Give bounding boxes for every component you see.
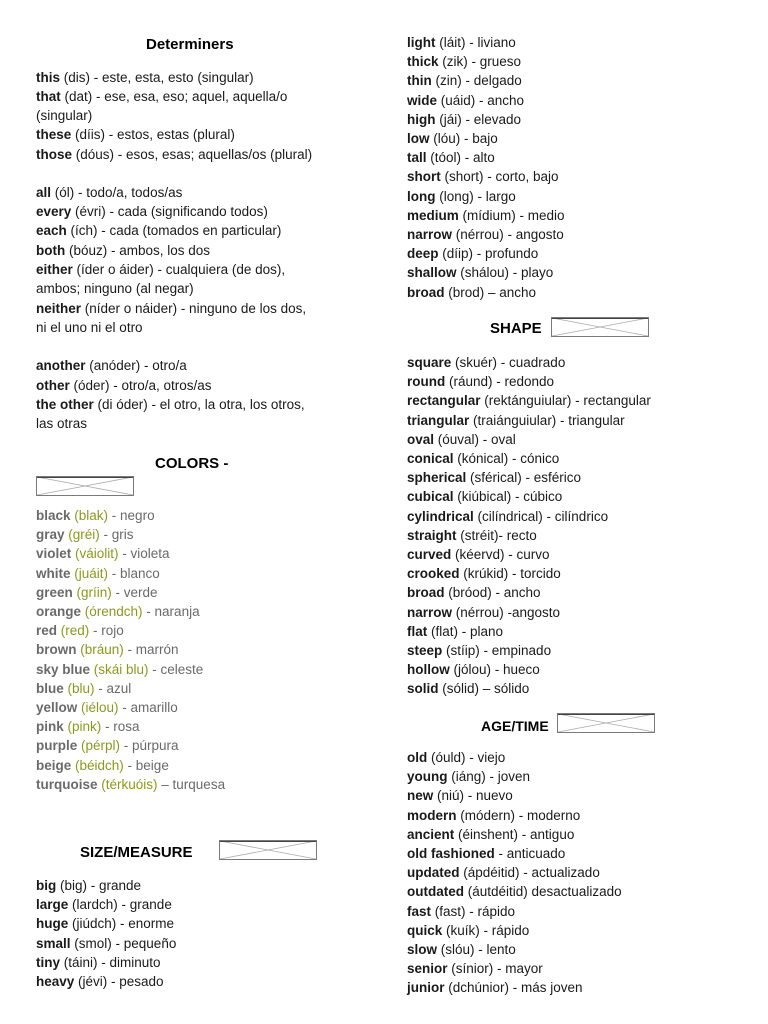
entry-line [36,876,141,895]
entry-text: (jévi) - pesado [74,974,164,989]
entry-line [36,241,210,260]
entry-text: (jólou) - hueco [449,662,540,678]
entry-text: (brod) – ancho [444,284,537,300]
entry-text: (níder o náider) - ninguno de los dos, [81,301,307,316]
entry-word: curved [407,547,452,562]
color-word: beige [36,757,72,773]
determiners-heading: Determiners [146,36,234,53]
entry-word: high [407,111,436,127]
entry-line [407,148,495,167]
color-entry [36,525,134,544]
entry-word: solid [407,681,439,697]
color-word: sky blue [36,661,91,677]
entry-word: tall [407,150,427,166]
entry-line [407,507,608,526]
entry-word: new [407,788,434,804]
entry-word: big [36,878,57,893]
color-word: turquoise [36,776,98,792]
color-translation: - púrpura [120,738,179,754]
color-entry [36,736,179,755]
entry-word: that [36,89,61,104]
color-translation: - beige [123,757,169,773]
entry-word: either [36,262,73,277]
entry-word: round [407,374,446,390]
entry-word: quick [407,922,443,938]
entry-line [36,87,287,106]
entry-line [407,283,536,302]
entry-line [407,110,521,129]
entry-word: light [407,35,436,50]
color-pronunciation: (iélou) [77,700,119,715]
entry-word: wide [407,92,438,108]
entry-line [407,353,565,372]
entry-line [407,863,600,882]
entry-text: (jái) - elevado [435,111,522,127]
color-translation: - celeste [148,661,204,677]
entry-line [407,167,559,186]
entry-text: (cilíndrical) - cilíndrico [473,508,609,524]
shape-heading: SHAPE [490,320,542,337]
entry-text: (stréit)- recto [456,527,537,543]
entry-line [407,391,651,410]
entry-text: (mídium) - medio [458,207,565,223]
entry-text: ni el uno ni el otro [36,320,143,335]
entry-word: short [407,169,441,185]
entry-word: slow [407,942,438,957]
color-entry [36,621,124,640]
entry-line [36,934,176,953]
entry-line [407,902,515,921]
colors-heading: COLORS - [155,455,229,472]
entry-word: oval [407,431,435,447]
entry-text: (lardch) - grande [68,897,172,913]
entry-line [36,972,164,991]
color-entry [36,679,131,698]
entry-word: huge [36,916,69,932]
entry-word: rectangular [407,393,481,409]
entry-text: (ól) - todo/a, todos/as [51,185,183,200]
entry-line [407,468,581,487]
entry-text: (dis) - este, esta, esto (singular) [60,70,254,85]
color-entry [36,544,170,563]
entry-line [36,183,182,202]
entry-text: (kónical) - cónico [453,451,560,466]
entry-text: (zik) - grueso [438,54,522,70]
entry-text: (sólid) – sólido [438,681,530,697]
color-entry [36,775,225,794]
entry-line [36,145,312,164]
color-word: blue [36,680,64,696]
color-translation: – turquesa [157,776,226,792]
color-translation: - azul [94,680,132,696]
color-pronunciation: (béidch) [71,757,124,773]
entry-line [36,106,92,125]
entry-word: other [36,378,70,393]
entry-word: these [36,127,72,142]
entry-text: (nérrou) -angosto [452,604,561,620]
entry-text: (módern) - moderno [456,807,581,823]
entry-word: medium [407,207,459,223]
entry-text: (flat) - plano [427,623,504,639]
color-word: yellow [36,700,78,715]
entry-word: this [36,70,61,85]
color-translation: - violeta [118,546,170,562]
entry-word: straight [407,527,457,543]
entry-text: (tóol) - alto [426,150,495,166]
entry-text: (ích) - cada (tomados en particular) [66,223,282,238]
entry-line [407,806,580,825]
color-pronunciation: (váiolit) [71,546,119,562]
entry-line [36,318,143,337]
color-word: green [36,584,73,600]
entry-line [407,411,625,430]
color-entry [36,506,155,525]
entry-line [407,52,521,71]
entry-line [407,978,583,997]
entry-text: (uáid) - ancho [437,92,525,108]
entry-line [36,221,281,240]
entry-line [407,959,543,978]
color-translation: - naranja [142,604,200,619]
entry-text: (dat) - ese, esa, eso; aquel, aquella/o [60,89,288,104]
color-translation: - verde [111,584,158,600]
color-translation: - amarillo [118,700,178,715]
color-entry [36,583,158,602]
entry-text: (kuík) - rápido [442,922,530,938]
entry-word: all [36,185,52,200]
entry-text: (íder o áider) - cualquiera (de dos), [72,262,286,277]
entry-text: (krúkid) - torcido [459,566,561,582]
entry-line [407,921,529,940]
entry-line [36,376,212,395]
color-word: purple [36,738,78,754]
entry-word: young [407,769,448,785]
color-entry [36,698,178,717]
entry-text: (ápdéitid) - actualizado [459,865,600,881]
entry-text: (traiánguiular) - triangular [469,412,625,428]
image-placeholder-shape [551,317,649,337]
entry-text: (éinshent) - antiguo [454,826,575,842]
entry-text: (óuld) - viejo [427,750,506,765]
entry-word: cubical [407,489,454,505]
entry-word: thin [407,73,432,89]
entry-word: thick [407,54,439,70]
entry-line [407,603,560,622]
entry-word: crooked [407,566,460,582]
color-word: pink [36,719,64,735]
entry-line [407,71,522,90]
entry-line [407,206,565,225]
entry-text: (fast) - rápido [431,903,516,919]
entry-line [36,395,305,414]
color-pronunciation: (blak) [70,508,109,523]
entry-text: ambos; ninguno (al negar) [36,281,194,296]
color-word: black [36,508,71,523]
entry-text: (slóu) - lento [437,942,516,957]
entry-word: flat [407,623,428,639]
entry-text: (bóuz) - ambos, los dos [65,243,211,258]
entry-word: low [407,131,430,146]
entry-text: (díip) - profundo [438,246,539,262]
entry-word: modern [407,807,457,823]
entry-line [407,91,524,110]
entry-text: (jiúdch) - enorme [68,916,175,932]
entry-text: (niú) - nuevo [433,788,513,804]
entry-text: (évri) - cada (significando todos) [71,204,268,219]
color-entry [36,660,203,679]
color-word: white [36,565,71,581]
entry-line [36,414,87,433]
entry-word: every [36,204,72,219]
entry-line [36,68,254,87]
color-entry [36,756,169,775]
entry-word: conical [407,451,454,466]
entry-line [407,129,498,148]
entry-word: heavy [36,974,75,989]
entry-text: (rektánguiular) - rectangular [480,393,651,409]
entry-word: spherical [407,470,467,486]
entry-line [407,786,513,805]
size-heading: SIZE/MEASURE [80,844,193,861]
color-word: brown [36,642,77,658]
entry-word: broad [407,585,445,601]
image-placeholder-colors [36,476,134,496]
entry-word: cylindrical [407,508,474,524]
entry-word: shallow [407,265,457,281]
image-placeholder-age [557,713,655,733]
entry-word: both [36,243,66,258]
entry-text: (skuér) - cuadrado [451,355,566,370]
entry-word: each [36,223,67,238]
entry-line [407,583,541,602]
entry-line [407,33,516,52]
entry-line [407,526,537,545]
entry-line [407,767,530,786]
entry-text: las otras [36,416,88,431]
entry-text: (singular) [36,108,93,123]
entry-word: hollow [407,662,450,678]
entry-text: (anóder) - otro/a [85,358,187,373]
entry-text: (shálou) - playo [456,265,554,281]
entry-line [407,545,550,564]
color-translation: - rosa [101,719,140,735]
color-word: gray [36,527,65,543]
entry-line [407,660,540,679]
entry-text: (stíip) - empinado [442,643,552,658]
entry-line [36,356,187,375]
color-pronunciation: (juáit) [70,565,109,581]
entry-line [407,882,622,901]
entry-text: (dchúnior) - más joven [444,980,583,996]
entry-text: (áutdéitid) desactualizado [464,884,622,900]
entry-line [36,260,285,279]
color-pronunciation: (gríin) [72,584,112,600]
color-pronunciation: (blu) [63,680,95,696]
entry-word: senior [407,961,448,977]
entry-line [407,187,516,206]
entry-line [407,641,551,660]
entry-text: (kiúbical) - cúbico [453,489,563,505]
entry-line [407,487,562,506]
color-translation: - negro [108,508,155,523]
entry-text: (kéervd) - curvo [451,547,550,562]
entry-word: those [36,147,73,162]
entry-text: (láit) - liviano [435,35,516,50]
entry-line [36,202,268,221]
color-entry [36,717,140,736]
entry-line [407,622,503,641]
age-heading: AGE/TIME [481,718,549,734]
entry-text: (táini) - diminuto [60,954,161,970]
entry-text: (iáng) - joven [447,769,531,785]
entry-word: old fashioned [407,846,495,861]
entry-word: another [36,358,86,373]
color-entry [36,602,200,621]
entry-word: updated [407,865,460,881]
entry-word: tiny [36,954,61,970]
entry-line [407,825,574,844]
entry-text: (nérrou) - angosto [452,227,564,242]
entry-word: long [407,188,436,204]
color-translation: - gris [99,527,134,543]
color-entry [36,640,179,659]
color-entry [36,564,160,583]
color-pronunciation: (pink) [63,719,102,735]
entry-text: (zin) - delgado [431,73,522,89]
entry-text: (long) - largo [435,188,516,204]
entry-text: (dóus) - esos, esas; aquellas/os (plural) [72,147,313,162]
entry-text: (short) - corto, bajo [440,169,559,185]
entry-word: narrow [407,227,453,242]
entry-text: (óuval) - oval [434,431,516,447]
entry-text: (díis) - estos, estas (plural) [71,127,235,142]
entry-text: (di óder) - el otro, la otra, los otros, [93,397,305,412]
entry-line [407,940,516,959]
entry-line [407,244,538,263]
entry-line [407,372,554,391]
entry-text: (ráund) - redondo [445,374,555,390]
entry-word: junior [407,980,445,996]
color-pronunciation: (térkuóis) [97,776,158,792]
entry-line [407,225,564,244]
image-placeholder-size [219,840,317,860]
entry-word: ancient [407,826,455,842]
entry-line [36,125,235,144]
color-translation: - marrón [123,642,179,658]
entry-word: narrow [407,604,453,620]
color-pronunciation: (órendch) [81,604,143,619]
entry-word: large [36,897,69,913]
entry-word: neither [36,301,82,316]
entry-line [407,564,561,583]
color-word: red [36,623,58,639]
entry-line [36,914,174,933]
entry-text: (sférical) - esférico [466,470,582,486]
entry-word: steep [407,643,443,658]
entry-word: broad [407,284,445,300]
entry-text: (sínior) - mayor [447,961,543,977]
entry-word: deep [407,246,439,262]
entry-line [407,430,516,449]
entry-word: the other [36,397,94,412]
color-pronunciation: (skái blu) [90,661,149,677]
entry-line [407,449,559,468]
entry-line [407,844,565,863]
color-word: orange [36,604,82,619]
entry-word: triangular [407,412,470,428]
entry-text: (smol) - pequeño [70,935,177,951]
color-word: violet [36,546,72,562]
entry-line [36,299,306,318]
entry-word: small [36,935,71,951]
entry-line [36,279,194,298]
entry-word: square [407,355,452,370]
entry-line [36,895,172,914]
color-pronunciation: (red) [57,623,90,639]
entry-line [407,263,553,282]
entry-text: (bróod) - ancho [444,585,541,601]
color-translation: - rojo [89,623,124,639]
entry-line [407,748,505,767]
entry-text: (óder) - otro/a, otros/as [69,378,212,393]
entry-line [407,679,529,698]
entry-word: fast [407,903,432,919]
color-pronunciation: (pérpl) [77,738,121,754]
entry-text: - anticuado [494,846,566,861]
color-pronunciation: (bráun) [76,642,124,658]
entry-word: old [407,750,428,765]
entry-text: (big) - grande [56,878,142,893]
entry-text: (lóu) - bajo [429,131,498,146]
color-pronunciation: (gréi) [64,527,100,543]
entry-word: outdated [407,884,464,900]
entry-line [36,953,161,972]
color-translation: - blanco [108,565,160,581]
